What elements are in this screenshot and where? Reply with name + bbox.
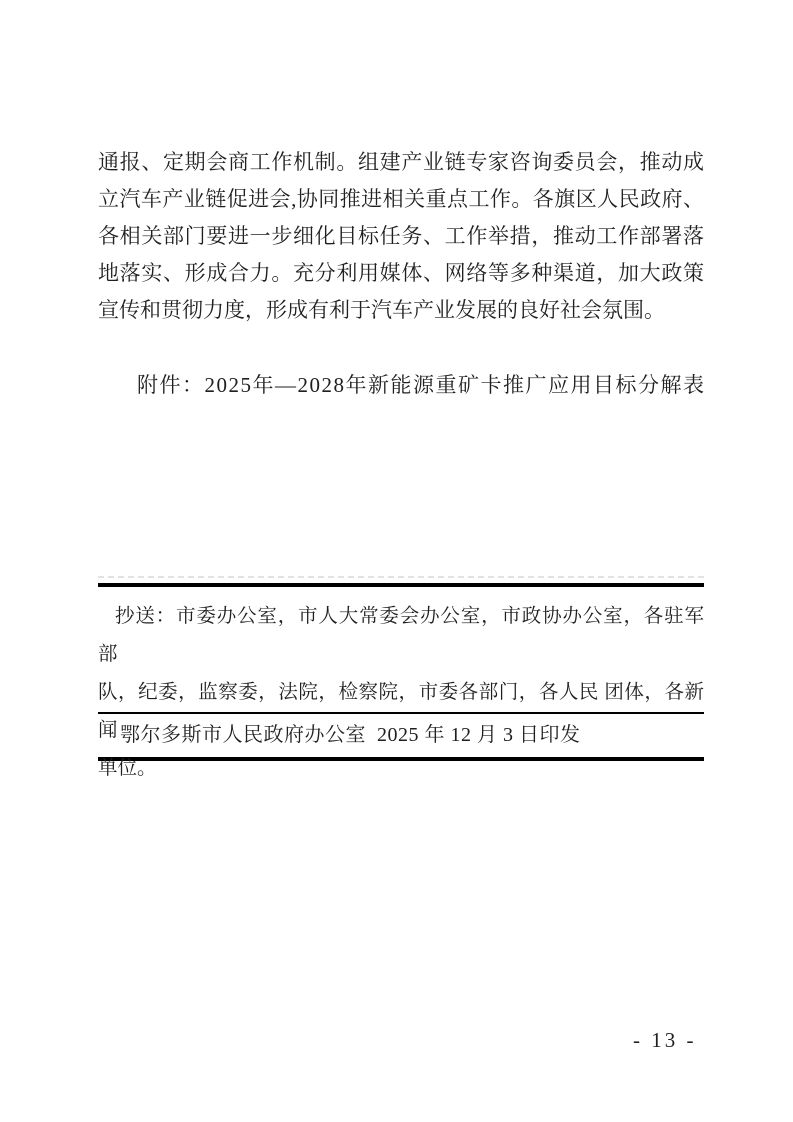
print-info-line: 鄂尔多斯市人民政府办公室 2025 年 12 月 3 日印发 xyxy=(120,724,581,746)
copy-to-line-3: 单位。 xyxy=(98,758,157,779)
body-line-2: 立汽车产业链促进会,协同推进相关重点工作。各旗区人民政府、 xyxy=(98,187,704,211)
footer-bottom-rule xyxy=(98,757,704,761)
copy-to-line-1: 抄送：市委办公室，市人大常委会办公室，市政协办公室，各驻军 部 xyxy=(98,606,704,665)
footer-block xyxy=(98,583,704,779)
page-number: - 13 - xyxy=(633,1028,697,1052)
copy-to-line-2: 队，纪委，监察委，法院，检察院，市委各部门，各人民 团体，各新闻 xyxy=(98,682,704,741)
scan-artifact-dashed-line xyxy=(98,576,704,578)
body-paragraph xyxy=(98,144,704,329)
attachment-line: 附件：2025年—2028年新能源重矿卡推广应用目标分解表 xyxy=(137,373,706,397)
body-line-3: 各相关部门要进一步细化目标任务、工作举措，推动工作部署落 xyxy=(98,224,704,248)
body-line-4: 地落实、形成合力。充分利用媒体、网络等多种渠道，加大政策 xyxy=(98,261,704,285)
body-line-5: 宣传和贯彻力度，形成有利于汽车产业发展的良好社会氛围。 xyxy=(98,298,665,322)
body-line-1: 通报、定期会商工作机制。组建产业链专家咨询委员会，推动成 xyxy=(98,150,704,174)
